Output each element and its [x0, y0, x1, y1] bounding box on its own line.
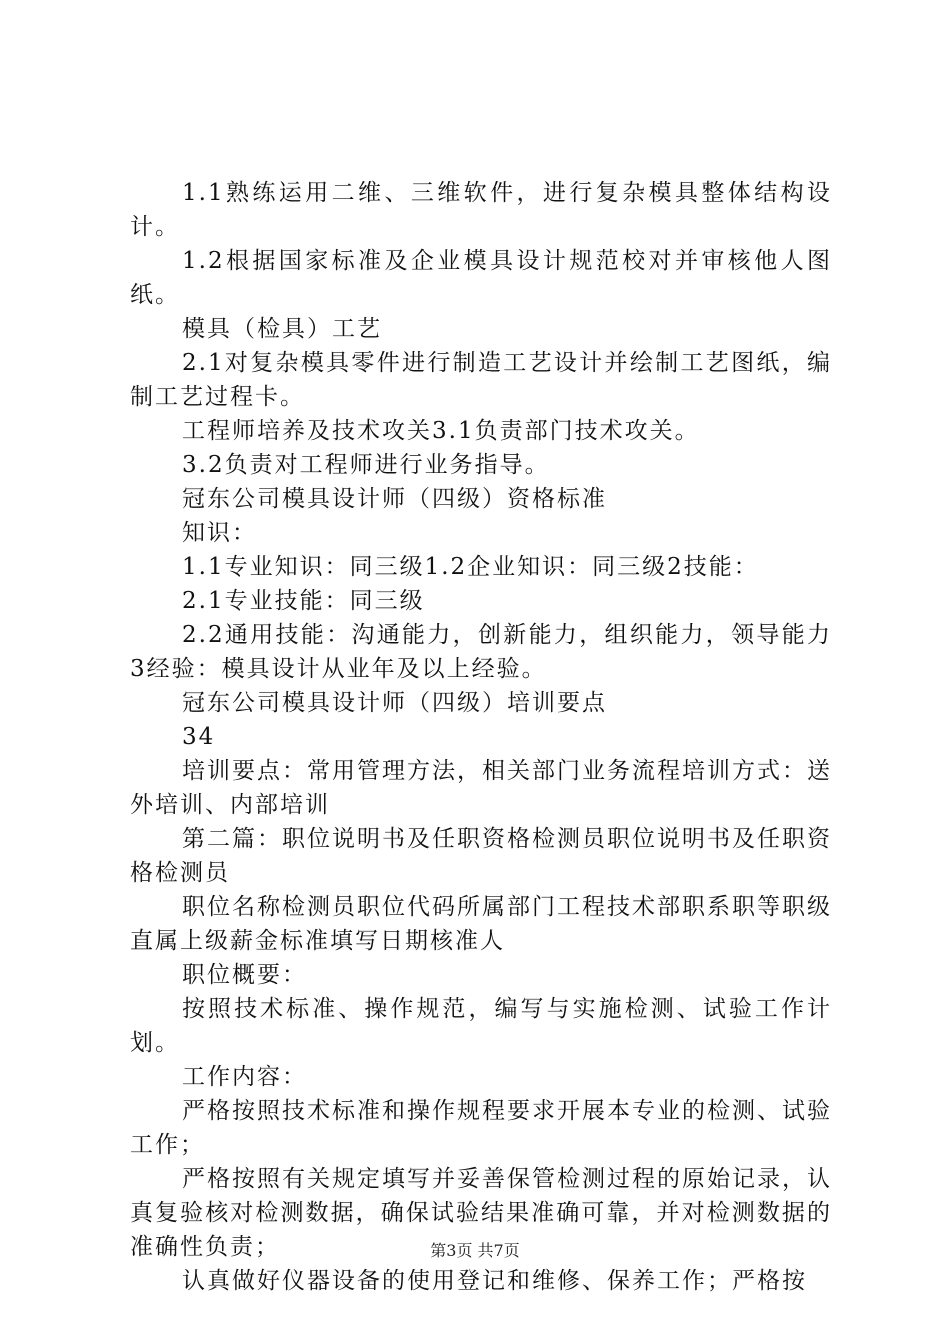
paragraph: 1.1专业知识：同三级1.2企业知识：同三级2技能： [182, 554, 759, 580]
paragraph: 培训要点：常用管理方法，相关部门业务流程培训方式：送外培训、内部培训 [130, 758, 832, 818]
paragraph: 严格按照技术标准和操作规程要求开展本专业的检测、试验工作； [130, 1098, 832, 1158]
section-heading: 冠东公司模具设计师（四级）培训要点 [182, 690, 607, 716]
paragraph: 职位名称检测员职位代码所属部门工程技术部职系职等职级直属上级薪金标准填写日期核准人 [130, 894, 832, 954]
paragraph: 2.2通用技能：沟通能力，创新能力，组织能力，领导能力3经验：模具设计从业年及以上经验。 [130, 622, 832, 682]
section-heading: 第二篇：职位说明书及任职资格检测员职位说明书及任职资格检测员 [130, 826, 832, 886]
paragraph: 2.1专业技能：同三级 [182, 588, 425, 614]
paragraph: 知识： [182, 520, 257, 546]
paragraph: 3.2负责对工程师进行业务指导。 [182, 452, 550, 478]
paragraph: 工程师培养及技术攻关3.1负责部门技术攻关。 [182, 418, 700, 444]
paragraph: 严格按照有关规定填写并妥善保管检测过程的原始记录，认真复验核对检测数据，确保试验结果准确可靠，并对检测数据的准确性负责； [130, 1166, 832, 1260]
page-number-label: 第3页 共7页 [430, 1241, 520, 1260]
page-footer [0, 1241, 950, 1261]
paragraph: 2.1对复杂模具零件进行制造工艺设计并绘制工艺图纸，编制工艺过程卡。 [130, 350, 832, 410]
paragraph: 认真做好仪器设备的使用登记和维修、保养工作；严格按 [182, 1268, 807, 1294]
paragraph: 1.1熟练运用二维、三维软件，进行复杂模具整体结构设计。 [130, 180, 832, 240]
paragraph: 34 [182, 724, 216, 750]
paragraph: 模具（检具）工艺 [182, 316, 382, 342]
paragraph: 1.2根据国家标准及企业模具设计规范校对并审核他人图纸。 [130, 248, 832, 308]
section-heading: 冠东公司模具设计师（四级）资格标准 [182, 486, 607, 512]
document-body [130, 176, 832, 1298]
paragraph: 工作内容： [182, 1064, 307, 1090]
paragraph: 职位概要： [182, 962, 307, 988]
paragraph: 按照技术标准、操作规范，编写与实施检测、试验工作计划。 [130, 996, 832, 1056]
